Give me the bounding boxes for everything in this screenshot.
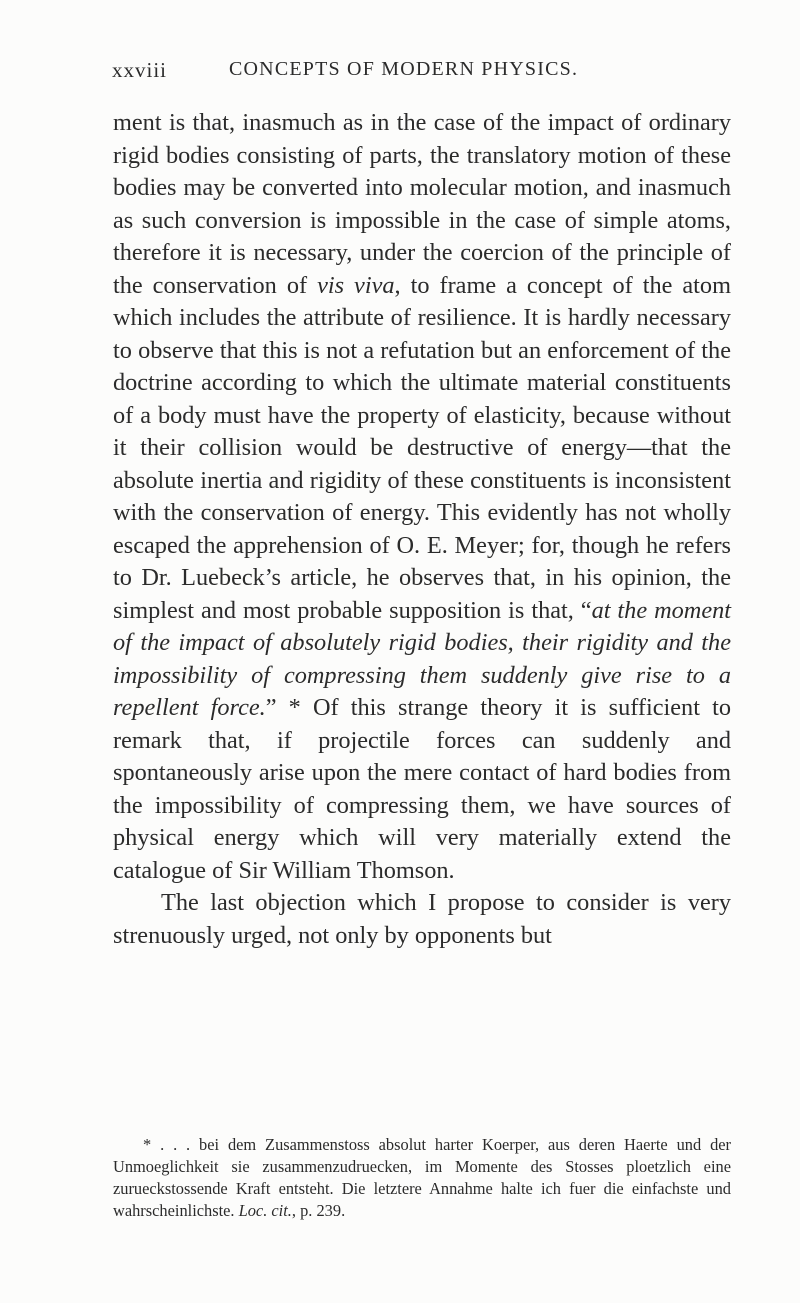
footnote-text	[113, 1134, 731, 1222]
loc-cit: Loc. cit.	[238, 1201, 292, 1221]
vis-viva-term: vis viva	[317, 271, 395, 299]
paragraph-1	[113, 107, 731, 887]
meyer-quotation: at the moment of the impact of absolutely rigid bodies, their rigidity and the impossibility of compressing them suddenly give rise to a repellent force.	[113, 596, 731, 721]
paragraph-1-part-a: ment is that, inasmuch as in the case of the impact of ordinary rigid bodies consisting of parts, the translatory motion of these bodies may be converted into molecular motion, and inasmuch as such conversion is impossible in the case of simple atoms, therefore it is necessary, under the coercion of the principle of the conservation of	[113, 109, 731, 299]
running-title: CONCEPTS OF MODERN PHYSICS.	[229, 58, 579, 80]
body-text	[113, 107, 731, 952]
footnote-part-a: * . . . bei dem Zusammenstoss absolut harter Koerper, aus deren Haerte und der Unmoeglichkeit sie zusammenzudruecken, im Momente des Stosses ploetzlich eine zurueckstossende Kraft entsteht. Die letztere Annahme halte ich fuer die einfachste und wahrscheinlichste.	[113, 1135, 731, 1221]
running-head	[112, 58, 732, 88]
footnote-part-b: , p. 239.	[291, 1201, 346, 1221]
paragraph-1-part-c: ” * Of this strange theory it is sufficient to remark that, if projectile forces can suddenly and spontaneously arise upon the mere contact of hard bodies from the impossibility of compressing them, we have sources of physical energy which will very materially extend the catalogue of Sir William Thomson.	[113, 694, 732, 884]
footnote	[113, 1118, 731, 1239]
paragraph-2: The last objection which I propose to consider is very strenuously urged, not only by opponents but	[113, 889, 731, 949]
paragraph-1-part-b: , to frame a concept of the atom which includes the attribute of resilience. It is hardly necessary to observe that this is not a refutation but an enforcement of the doctrine according to which the ultimate material constituents of a body must have the property of elasticity, because without it their collision would be destructive of energy—that the absolute inertia and rigidity of these constituents is inconsistent with the conservation of energy. This evidently has not wholly escaped the apprehension of O. E. Meyer; for, though he refers to Dr. Luebeck’s article, he observes that, in his opinion, the simplest and most probable supposition is that, “	[113, 271, 731, 624]
page-number: xxviii	[112, 58, 168, 82]
